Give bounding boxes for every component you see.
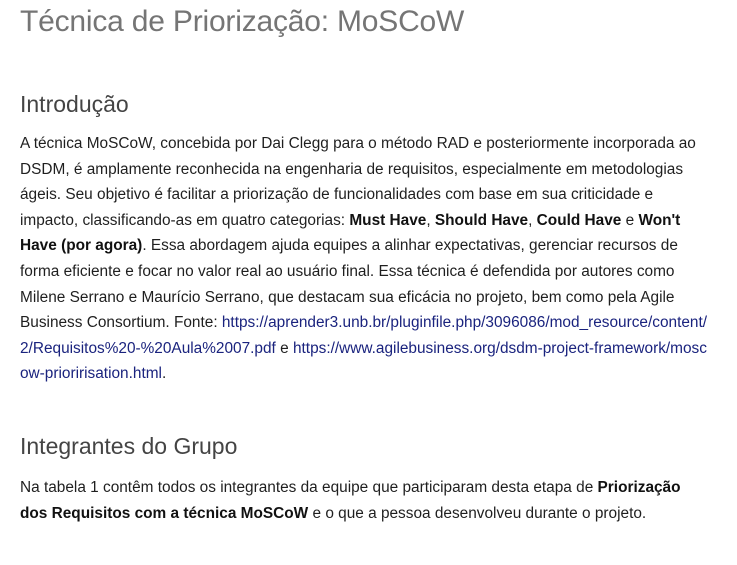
intro-separator-2: , xyxy=(528,211,537,229)
intro-text-1: A técnica MoSCoW, concebida por Dai Clegg para o método RAD e posteriormente incorporada ao DSDM, é amplamente reconhecida na engenharia de requisitos, especialmente em metodologias ágeis. Seu objetivo é facilitar a priorização de funcionalidades com base em sua criticidade e impacto, classificando-as em quatro categorias: xyxy=(20,135,696,229)
intro-end: . xyxy=(161,365,167,383)
team-text-1: Na tabela 1 contêm todos os integrantes da equipe que participaram desta etapa de xyxy=(20,478,598,496)
intro-separator-4: e xyxy=(275,339,293,357)
team-paragraph xyxy=(20,475,710,526)
section-heading-introduction: Introdução xyxy=(20,91,129,117)
introduction-paragraph xyxy=(20,131,710,387)
source-link-agilebusiness[interactable]: https://www.agilebusiness.org/dsdm-project-framework/moscow-prioririsation.html xyxy=(20,339,707,383)
category-wont-have: Won't Have (por agora) xyxy=(20,211,681,255)
category-should-have: Should Have xyxy=(434,211,529,229)
team-text-2: e o que a pessoa desenvolveu durante o projeto. xyxy=(308,504,647,522)
source-link-unb[interactable]: https://aprender3.unb.br/pluginfile.php/3096086/mod_resource/content/2/Requisitos%20-%20Aula%2007.pdf xyxy=(20,314,708,357)
page-title: Técnica de Priorização: MoSCoW xyxy=(20,5,465,38)
intro-text-2: . Essa abordagem ajuda equipes a alinhar expectativas, gerenciar recursos de forma eficiente e focar no valor real ao usuário final. Essa técnica é defendida por autores como Milene Serrano e Maurício Serrano, que destacam sua eficácia no projeto, bem como pela Agile Business Consortium. Fonte: xyxy=(20,237,678,332)
intro-separator-1: , xyxy=(426,211,435,229)
category-must-have: Must Have xyxy=(349,211,427,229)
category-could-have: Could Have xyxy=(536,211,622,229)
section-heading-team: Integrantes do Grupo xyxy=(20,432,238,459)
intro-separator-3: e xyxy=(621,211,639,229)
document-content xyxy=(20,0,710,526)
team-bold-phrase: Priorização dos Requisitos com a técnica MoSCoW xyxy=(20,478,681,522)
